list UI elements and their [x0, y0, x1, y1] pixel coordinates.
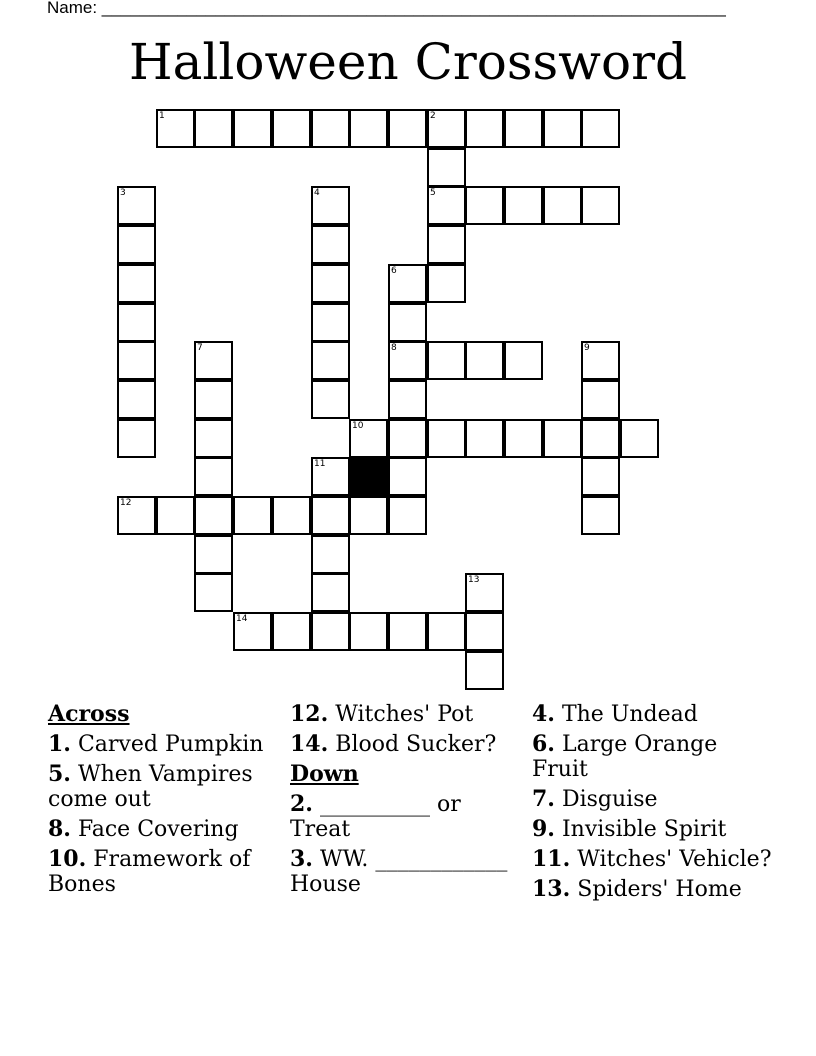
cell-number: 3 — [120, 188, 126, 198]
crossword-cell[interactable] — [194, 573, 233, 612]
crossword-cell[interactable] — [504, 419, 543, 458]
crossword-cell[interactable] — [581, 419, 620, 458]
crossword-cell[interactable] — [581, 341, 620, 380]
clue-text: Large Orange Fruit — [532, 732, 718, 782]
clue-number: 10. — [48, 846, 87, 872]
clue-text: __________ or Treat — [290, 792, 461, 842]
clue-number: 8. — [48, 816, 71, 842]
crossword-cell[interactable] — [427, 341, 466, 380]
crossword-cell[interactable] — [311, 535, 350, 574]
crossword-cell[interactable] — [388, 109, 427, 148]
crossword-cell[interactable] — [388, 303, 427, 342]
crossword-cell[interactable] — [311, 109, 350, 148]
crossword-cell[interactable] — [194, 457, 233, 496]
clue-text: Witches' Vehicle? — [577, 847, 772, 872]
crossword-cell[interactable] — [311, 612, 350, 651]
crossword-cell[interactable] — [117, 380, 156, 419]
clue-down-7 — [532, 787, 777, 812]
down-heading: Down — [290, 761, 359, 787]
clue-across-8 — [48, 817, 284, 842]
crossword-cell[interactable] — [427, 186, 466, 225]
crossword-cell[interactable] — [349, 496, 388, 535]
crossword-cell[interactable] — [465, 419, 504, 458]
cell-number: 9 — [584, 343, 590, 353]
crossword-cell[interactable] — [117, 496, 156, 535]
clue-across-14 — [290, 732, 526, 757]
clue-number: 3. — [290, 846, 313, 872]
crossword-cell[interactable] — [620, 419, 659, 458]
clue-number: 2. — [290, 791, 313, 817]
crossword-cell[interactable] — [311, 264, 350, 303]
clue-text: Invisible Spirit — [561, 817, 727, 842]
crossword-cell[interactable] — [194, 341, 233, 380]
clue-text: Spiders' Home — [577, 877, 742, 902]
clue-text: Blood Sucker? — [335, 732, 497, 757]
clue-text: Witches' Pot — [335, 702, 474, 727]
crossword-cell[interactable] — [194, 496, 233, 535]
cell-number: 11 — [314, 459, 326, 469]
clue-down-4 — [532, 702, 777, 727]
crossword-cell[interactable] — [581, 109, 620, 148]
clue-text: When Vampires come out — [48, 762, 253, 812]
cell-number: 13 — [468, 575, 480, 585]
crossword-cell[interactable] — [388, 380, 427, 419]
crossword-cell[interactable] — [504, 341, 543, 380]
clue-text: WW. ____________ House — [290, 847, 508, 897]
crossword-cell[interactable] — [581, 380, 620, 419]
clue-across-5 — [48, 762, 284, 812]
crossword-cell[interactable] — [311, 380, 350, 419]
crossword-cell[interactable] — [581, 186, 620, 225]
crossword-cell[interactable] — [233, 109, 272, 148]
crossword-cell[interactable] — [311, 341, 350, 380]
crossword-cell[interactable] — [427, 612, 466, 651]
crossword-cell[interactable] — [427, 419, 466, 458]
crossword-cell[interactable] — [388, 612, 427, 651]
cell-number: 10 — [352, 421, 364, 431]
clue-number: 4. — [532, 701, 555, 727]
crossword-cell[interactable] — [311, 303, 350, 342]
crossword-cell[interactable] — [543, 419, 582, 458]
crossword-cell[interactable] — [427, 109, 466, 148]
cell-number: 6 — [391, 266, 397, 276]
crossword-cell[interactable] — [504, 109, 543, 148]
clue-number: 9. — [532, 816, 555, 842]
crossword-cell[interactable] — [194, 419, 233, 458]
crossword-cell[interactable] — [117, 225, 156, 264]
crossword-cell[interactable] — [504, 186, 543, 225]
crossword-cell[interactable] — [388, 419, 427, 458]
clue-down-9 — [532, 817, 777, 842]
crossword-cell[interactable] — [311, 496, 350, 535]
clue-number: 14. — [290, 731, 329, 757]
clue-column-3 — [532, 702, 777, 907]
crossword-cell[interactable] — [543, 109, 582, 148]
clue-text: Disguise — [561, 787, 658, 812]
crossword-cell[interactable] — [388, 496, 427, 535]
crossword-cell[interactable] — [311, 457, 350, 496]
clue-column-2 — [290, 702, 526, 902]
page-title: Halloween Crossword — [129, 33, 687, 91]
clue-number: 7. — [532, 786, 555, 812]
crossword-cell[interactable] — [311, 225, 350, 264]
cell-number: 7 — [197, 343, 203, 353]
crossword-cell[interactable] — [465, 612, 504, 651]
across-heading: Across — [48, 701, 130, 727]
clue-text: The Undead — [561, 702, 698, 727]
crossword-cell[interactable] — [465, 573, 504, 612]
crossword-cell[interactable] — [233, 496, 272, 535]
cell-number: 1 — [159, 111, 165, 121]
crossword-cell[interactable] — [272, 109, 311, 148]
crossword-cell[interactable] — [117, 341, 156, 380]
crossword-cell[interactable] — [117, 303, 156, 342]
clue-number: 5. — [48, 761, 71, 787]
crossword-cell[interactable] — [581, 496, 620, 535]
crossword-cell[interactable] — [311, 573, 350, 612]
crossword-cell[interactable] — [156, 109, 195, 148]
name-label: Name: — [47, 0, 102, 17]
crossword-cell[interactable] — [194, 109, 233, 148]
cell-number: 2 — [430, 111, 436, 121]
crossword-cell[interactable] — [311, 186, 350, 225]
crossword-cell[interactable] — [349, 612, 388, 651]
cell-number: 14 — [236, 614, 248, 624]
clue-number: 6. — [532, 731, 555, 757]
crossword-cell[interactable] — [427, 264, 466, 303]
clue-number: 11. — [532, 846, 571, 872]
clue-down-2 — [290, 792, 526, 842]
clue-down-3 — [290, 847, 526, 897]
crossword-cell[interactable] — [388, 457, 427, 496]
crossword-cell[interactable] — [543, 186, 582, 225]
crossword-cell[interactable] — [349, 109, 388, 148]
crossword-cell[interactable] — [156, 496, 195, 535]
crossword-cell[interactable] — [388, 264, 427, 303]
clue-text: Carved Pumpkin — [77, 732, 264, 757]
crossword-cell[interactable] — [465, 651, 504, 690]
clue-column-1 — [48, 702, 284, 902]
crossword-cell[interactable] — [465, 109, 504, 148]
clue-number: 12. — [290, 701, 329, 727]
cell-number: 12 — [120, 498, 132, 508]
crossword-cell[interactable] — [349, 419, 388, 458]
crossword-cell[interactable] — [194, 380, 233, 419]
clue-text: Face Covering — [77, 817, 239, 842]
clue-number: 13. — [532, 876, 571, 902]
crossword-cell[interactable] — [117, 186, 156, 225]
crossword-cell[interactable] — [272, 496, 311, 535]
name-blank-line: __________________________________________________________________ — [101, 0, 726, 17]
crossword-cell[interactable] — [581, 457, 620, 496]
crossword-cell[interactable] — [194, 535, 233, 574]
crossword-cell[interactable] — [117, 419, 156, 458]
crossword-cell[interactable] — [117, 264, 156, 303]
clue-down-13 — [532, 877, 777, 902]
crossword-cell[interactable] — [427, 225, 466, 264]
crossword-cell[interactable] — [465, 186, 504, 225]
crossword-cell[interactable] — [233, 612, 272, 651]
clue-across-10 — [48, 847, 284, 897]
cell-number: 8 — [391, 343, 397, 353]
clue-number: 1. — [48, 731, 71, 757]
clue-text: Framework of Bones — [48, 847, 251, 897]
cell-number: 5 — [430, 188, 436, 198]
crossword-cell[interactable] — [272, 612, 311, 651]
cell-number: 4 — [314, 188, 320, 198]
clue-across-12 — [290, 702, 526, 727]
black-square — [349, 457, 388, 496]
crossword-cell[interactable] — [427, 148, 466, 187]
clue-down-6 — [532, 732, 777, 782]
crossword-cell[interactable] — [388, 341, 427, 380]
crossword-cell[interactable] — [465, 341, 504, 380]
clue-down-11 — [532, 847, 777, 872]
clue-across-1 — [48, 732, 284, 757]
